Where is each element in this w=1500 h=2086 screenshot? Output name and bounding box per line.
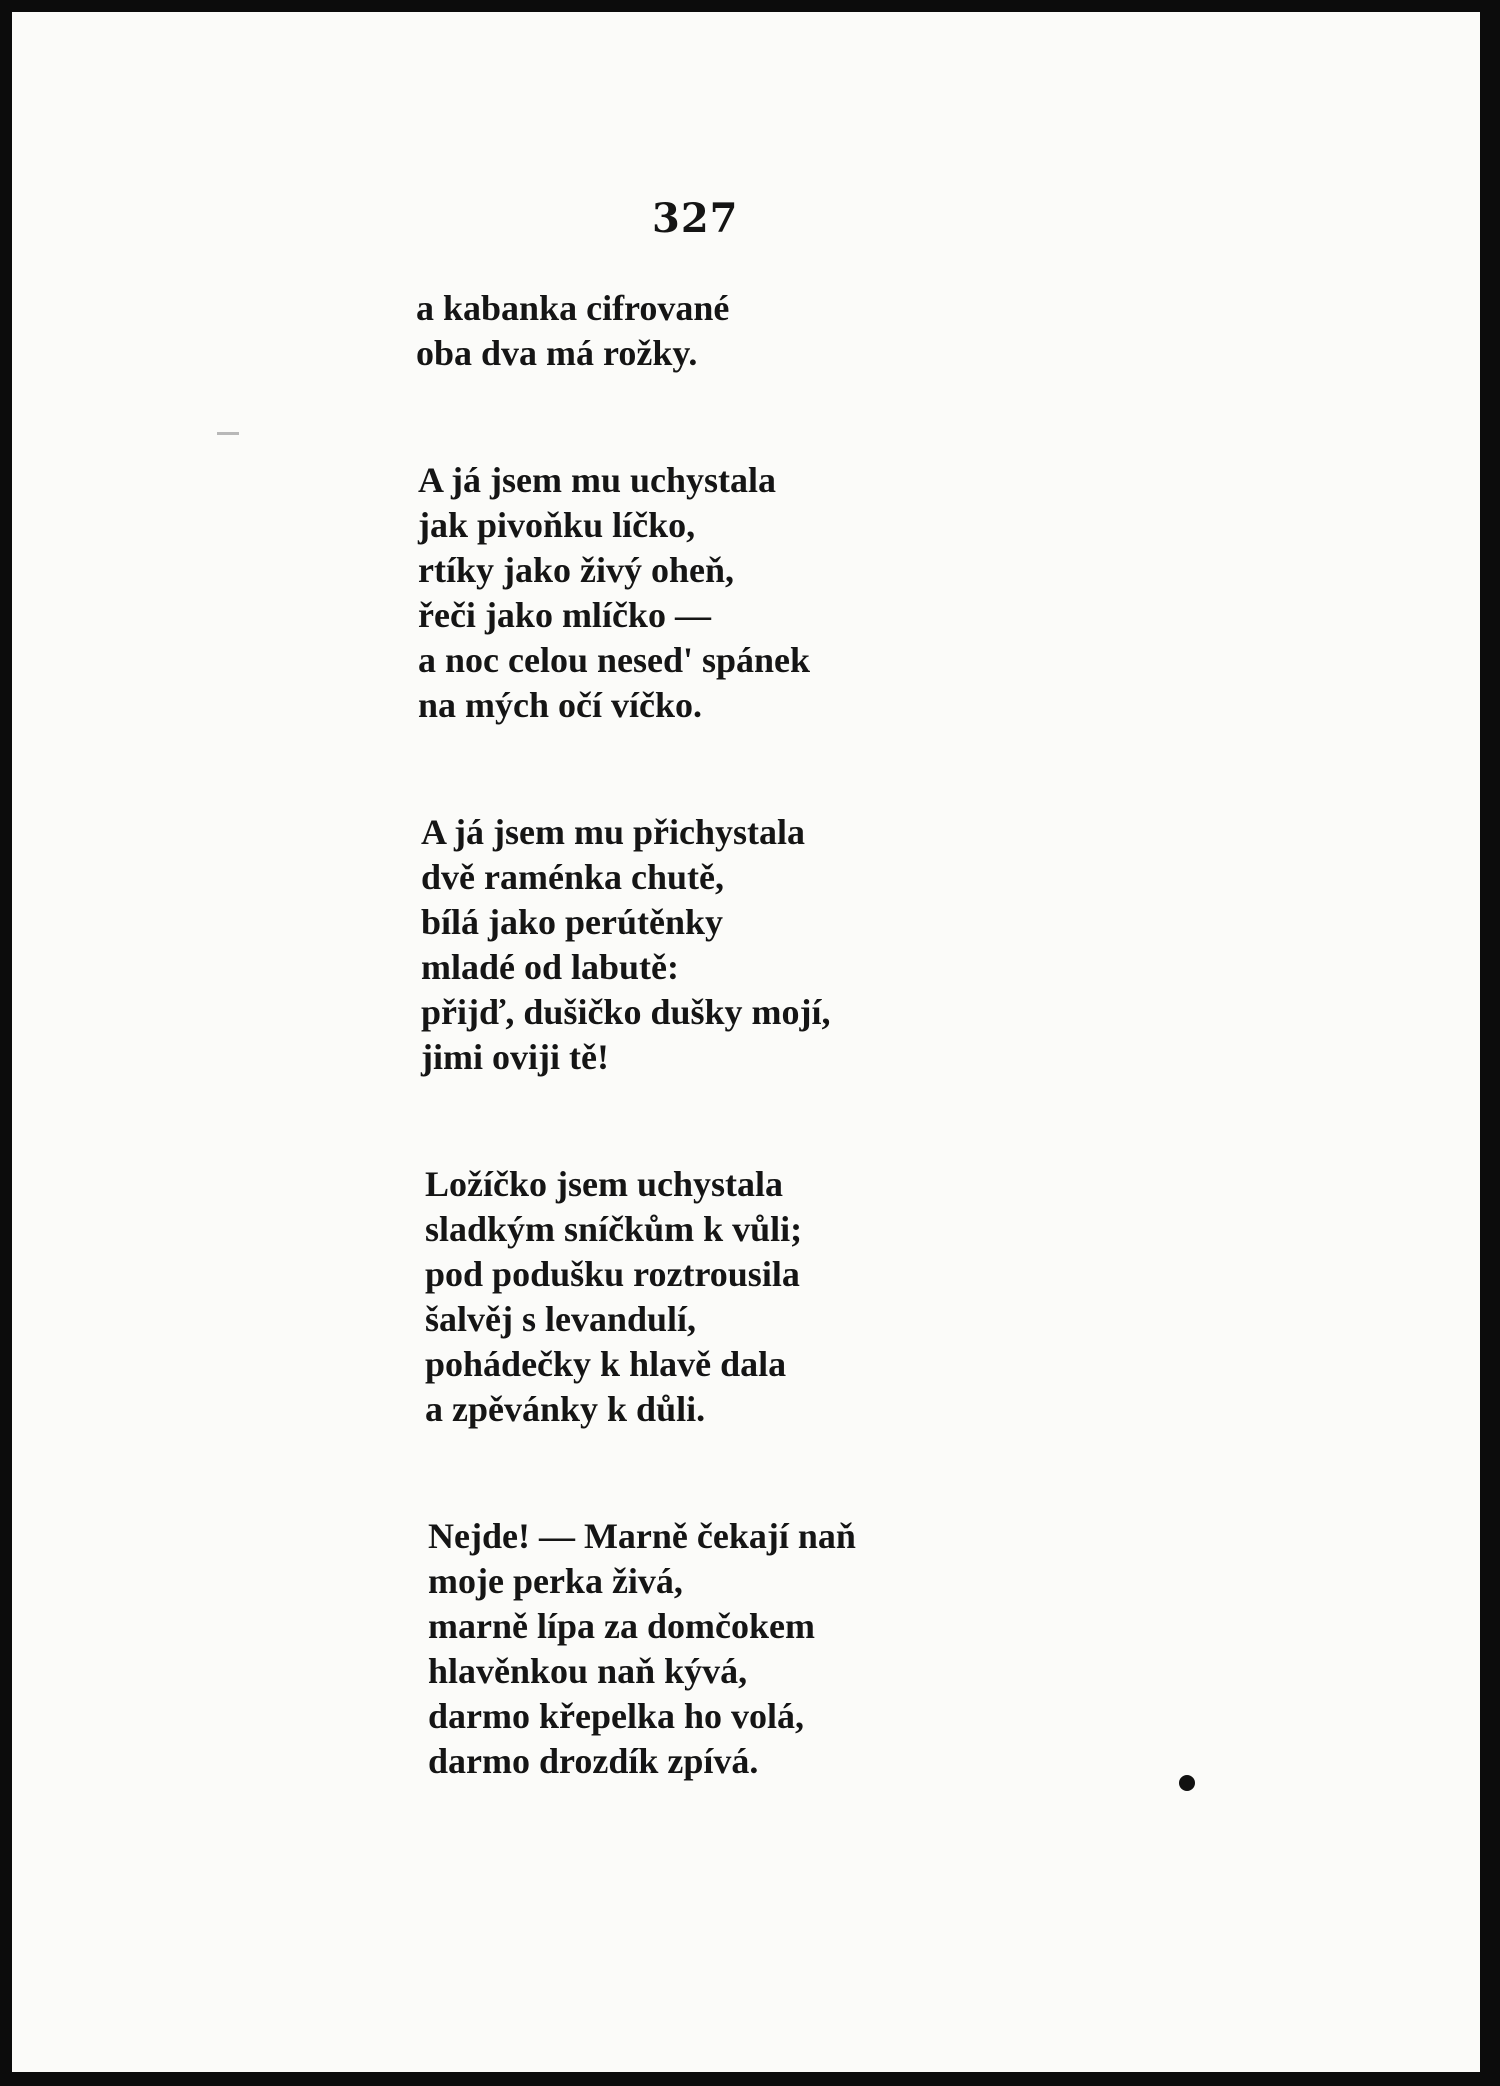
stanza [412, 458, 1032, 728]
stanza [412, 1162, 1032, 1432]
poem-line: darmo drozdík zpívá. [428, 1741, 759, 1781]
poem-line: darmo křepelka ho volá, [428, 1696, 805, 1736]
poem-line: A já jsem mu přichystala [421, 812, 805, 852]
scan-speck [217, 432, 239, 435]
poem-line: hlavěnkou naň kývá, [428, 1651, 748, 1691]
poem-line: a zpěvánky k důli. [425, 1389, 706, 1429]
poem-line: rtíky jako živý oheň, [418, 550, 735, 590]
poem-body [412, 286, 1032, 1784]
poem-line: Ložíčko jsem uchystala [425, 1164, 783, 1204]
poem-line: dvě raménka chutě, [421, 857, 724, 897]
ink-dot [1179, 1775, 1195, 1791]
poem-line: moje perka živá, [428, 1561, 683, 1601]
poem-line: jak pivoňku líčko, [418, 505, 696, 545]
poem-line: A já jsem mu uchystala [418, 460, 776, 500]
poem-line: na mých očí víčko. [418, 685, 702, 725]
poem-line: Nejde! — Marně čekají naň [428, 1516, 856, 1556]
stanza [412, 286, 1032, 376]
poem-line: marně lípa za domčokem [428, 1606, 815, 1646]
book-page [12, 12, 1480, 2072]
poem-line: a noc celou nesed' spánek [418, 640, 811, 680]
poem-line: řeči jako mlíčko — [418, 595, 711, 635]
poem-line: a kabanka cifrované [416, 288, 730, 328]
poem-line: šalvěj s levandulí, [425, 1299, 697, 1339]
page-number: 327 [652, 195, 739, 242]
stanza [412, 1514, 1032, 1784]
poem-line: pod podušku roztrousila [425, 1254, 800, 1294]
poem-line: sladkým sníčkům k vůli; [425, 1209, 803, 1249]
poem-line: bílá jako perútěnky [421, 902, 724, 942]
poem-line: oba dva má rožky. [416, 333, 698, 373]
stanza [412, 810, 1032, 1080]
poem-line: přijď, dušičko dušky mojí, [421, 992, 831, 1032]
poem-line: mladé od labutě: [421, 947, 680, 987]
poem-line: pohádečky k hlavě dala [425, 1344, 787, 1384]
poem-line: jimi oviji tě! [421, 1037, 609, 1077]
